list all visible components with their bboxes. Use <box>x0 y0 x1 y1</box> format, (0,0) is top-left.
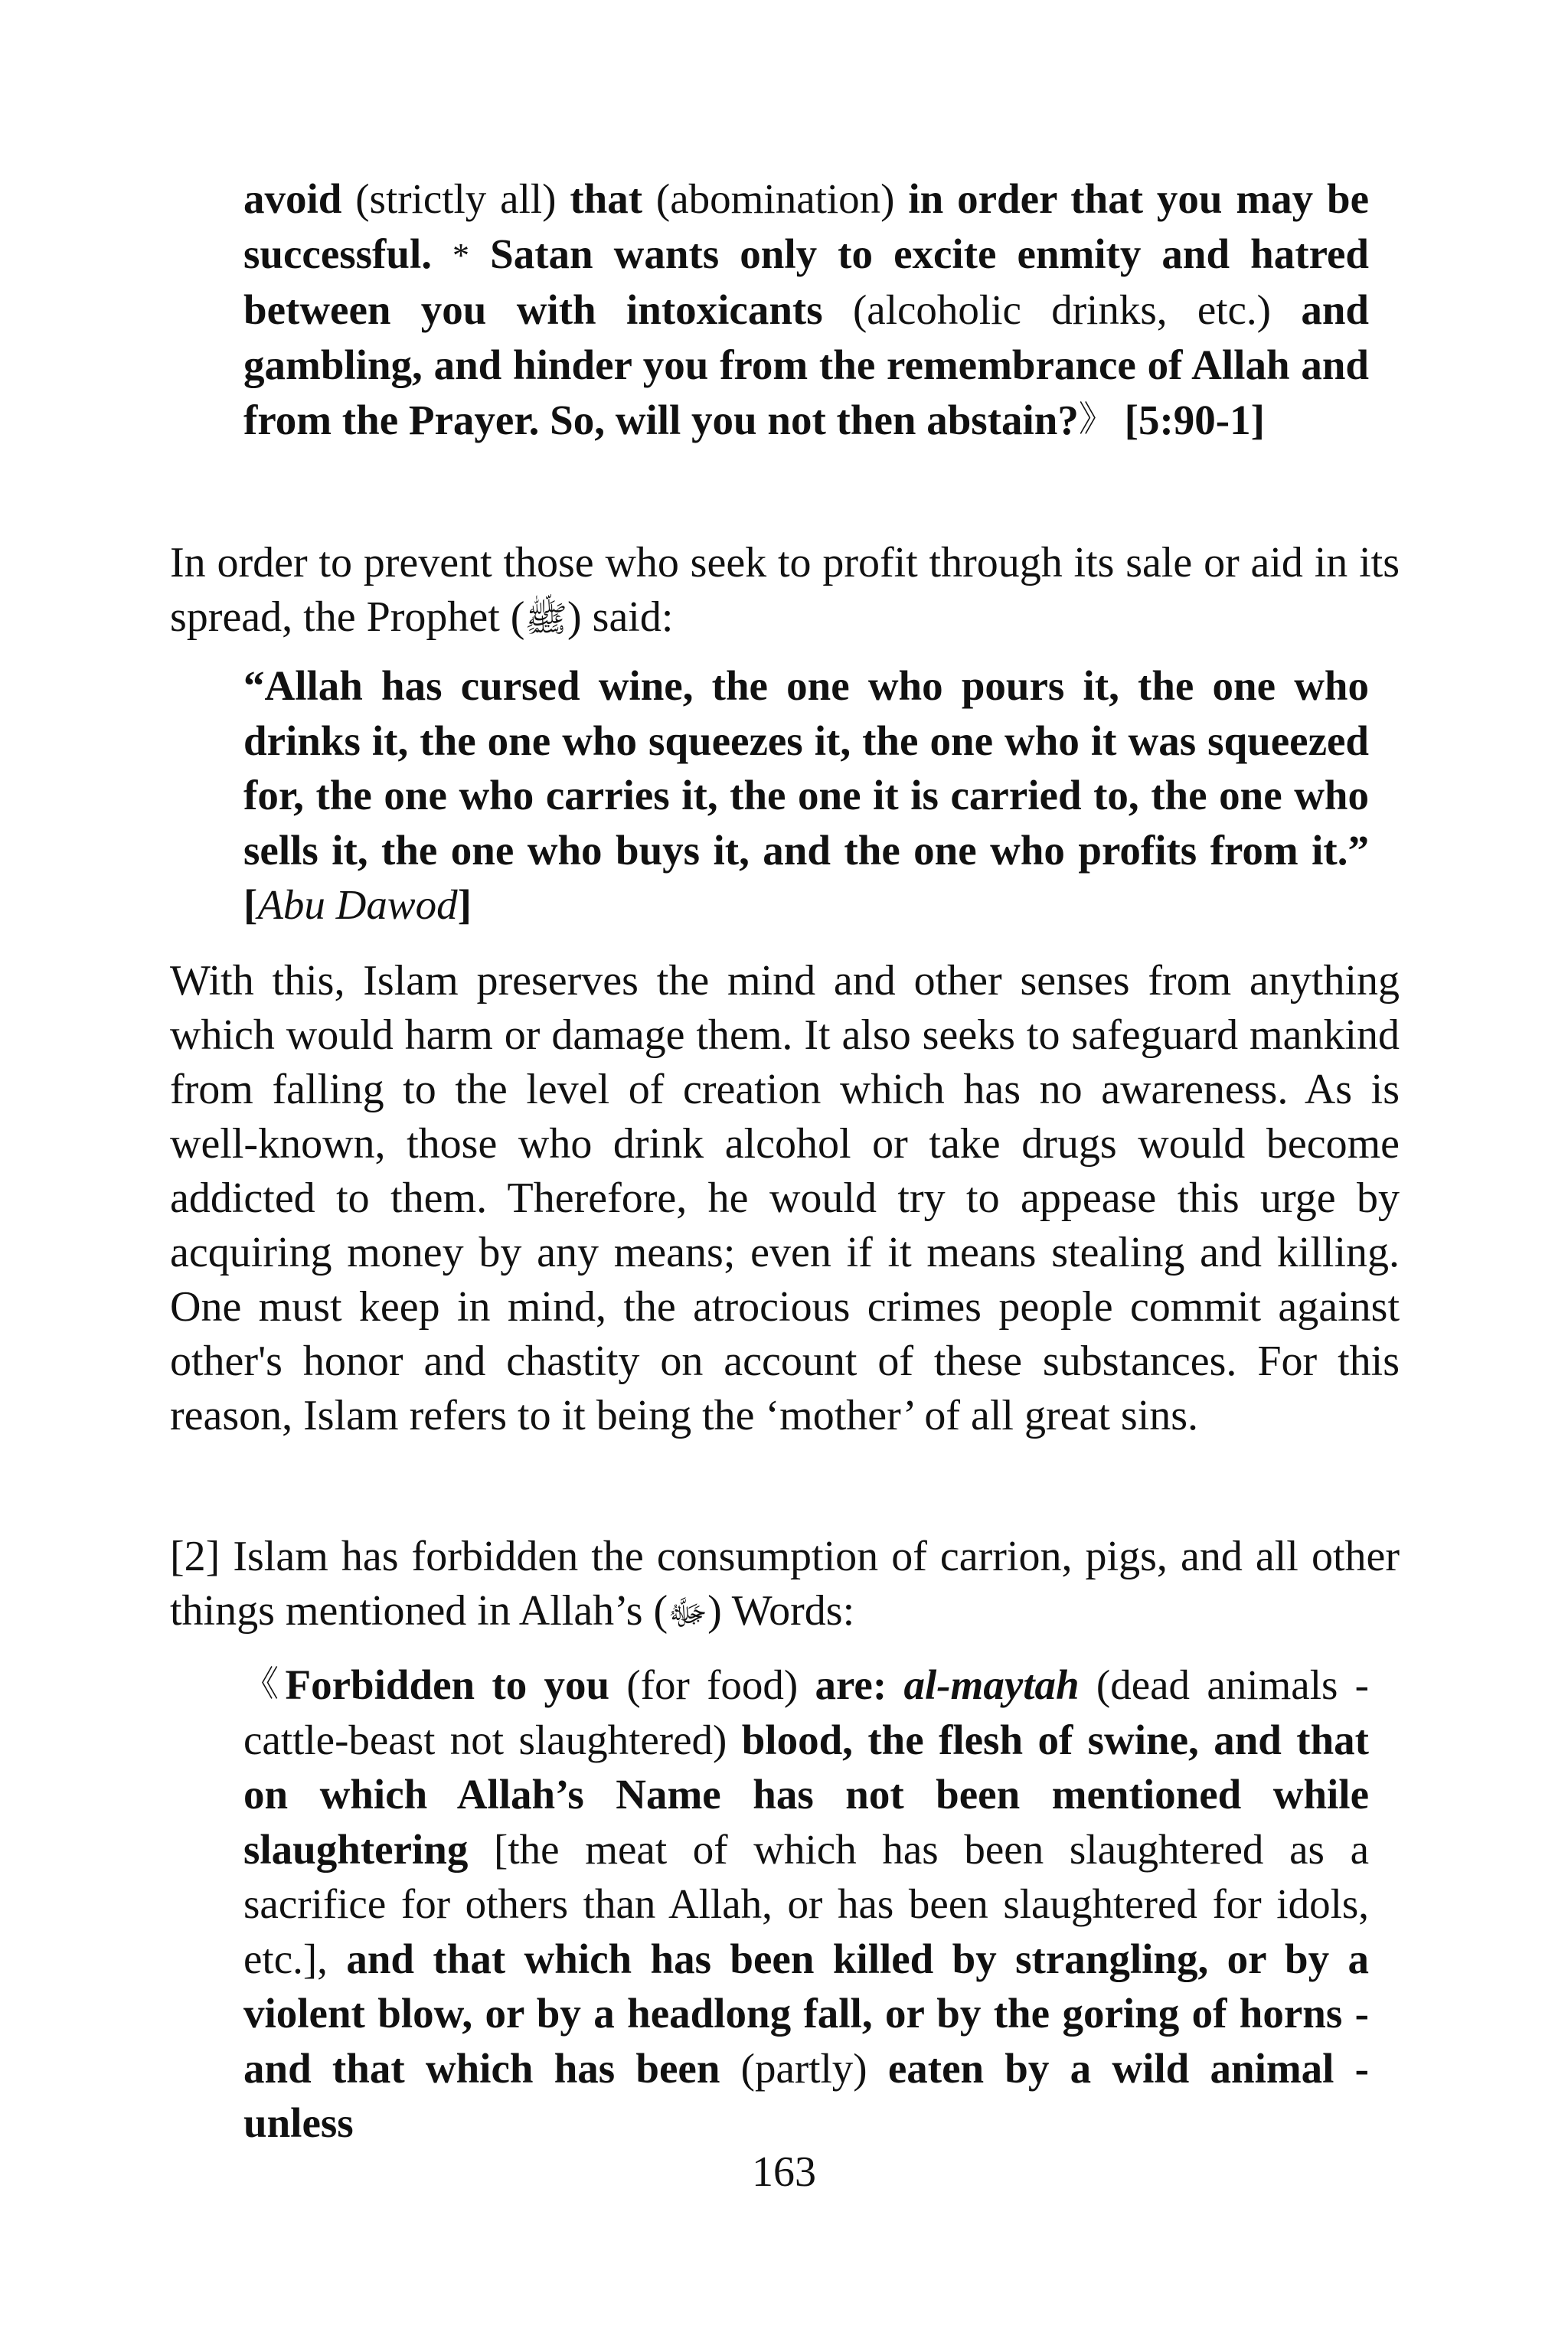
hadith-bracket: ] <box>457 881 472 928</box>
glorification-icon: ﷻ <box>668 1593 708 1632</box>
paragraph-forbidden-foods <box>170 1530 1400 1640</box>
verse-separator-icon: * <box>452 236 470 274</box>
verse-bold: and gambling, and hinder you from the remembrance of Allah and from the Prayer. So, will you not then abstain? <box>243 286 1370 443</box>
verse-gloss: (for food) <box>609 1661 815 1708</box>
verse-reference: [5:90-1] <box>1113 397 1265 443</box>
verse-bold: eaten by a wild animal - unless <box>243 2044 1370 2146</box>
verse-bold: that <box>570 175 643 222</box>
salutation-icon: ﷺ <box>524 599 567 639</box>
verse-gloss: (strictly all) <box>341 175 570 222</box>
verse-bold: and that which has been killed by strangling, or by a violent blow, or by a headlong fall, or by the goring of horns - and that which has been <box>243 1935 1369 2092</box>
paragraph-intro-hadith <box>170 536 1400 646</box>
page-number: 163 <box>752 2148 816 2196</box>
closing-bracket-icon: 》 <box>1078 400 1114 439</box>
paragraph-mind-preservation: With this, Islam preserves the mind and other senses from anything which would harm or damage them. It also seeks to safeguard mankind from falling to the level of creation which has no awareness. As is well-known, those who drink alcohol or take drugs would become addicted to them. Therefore, he would try to appease this urge by acquiring money by any means; even if it means stealing and killing. One must keep in mind, the atrocious crimes people commit against other's honor and chastity on account of these substances. For this reason, Islam refers to it being the ‘mother’ of all great sins. <box>170 957 1400 1439</box>
verse-bold: avoid <box>243 175 342 222</box>
hadith-quote <box>243 658 1369 933</box>
hadith-text: “Allah has cursed wine, the one who pours it, the one who drinks it, the one who squeezes it, the one who it was squeezed for, the one who carries it, the one it is carried to, the one who sells it, the one who buys it, and the one who profits from it.” [ <box>243 662 1369 928</box>
verse-bold: are: <box>815 1661 904 1708</box>
quran-verse-forbidden <box>243 1657 1369 2151</box>
verse-bold: Satan wants only to excite enmity and hatred between you with intoxicants <box>243 230 1369 333</box>
paragraph-text: ) Words: <box>707 1587 855 1635</box>
verse-term: al-maytah <box>903 1661 1080 1708</box>
paragraph-text: In order to prevent those who seek to profit through its sale or aid in its spread, the Prophet ( <box>170 539 1400 641</box>
paragraph-text: ) said: <box>567 593 674 641</box>
opening-bracket-icon: 《 <box>243 1664 286 1704</box>
verse-gloss: (abomination) <box>642 175 909 222</box>
verse-bold: in order that you may be successful. <box>243 175 1370 277</box>
hadith-source: Abu Dawod <box>257 881 458 928</box>
paragraph-text: [2] Islam has forbidden the consumption of carrion, pigs, and all other things mentioned in Allah’s ( <box>170 1533 1400 1635</box>
verse-gloss: (dead animals - cattle-beast not slaughtered) <box>243 1661 1370 1763</box>
verse-gloss: (partly) <box>720 2044 888 2092</box>
verse-gloss: [the meat of which has been slaughtered as a sacrifice for others than Allah, or has been slaughtered for idols, etc.], <box>243 1825 1369 1982</box>
verse-gloss: (alcoholic drinks, etc.) <box>822 286 1302 333</box>
verse-bold: Forbidden to you <box>285 1661 610 1708</box>
quran-verse-5-90 <box>243 172 1369 448</box>
verse-bold: blood, the flesh of swine, and that on which Allah’s Name has not been mentioned while slaughtering <box>243 1716 1370 1873</box>
